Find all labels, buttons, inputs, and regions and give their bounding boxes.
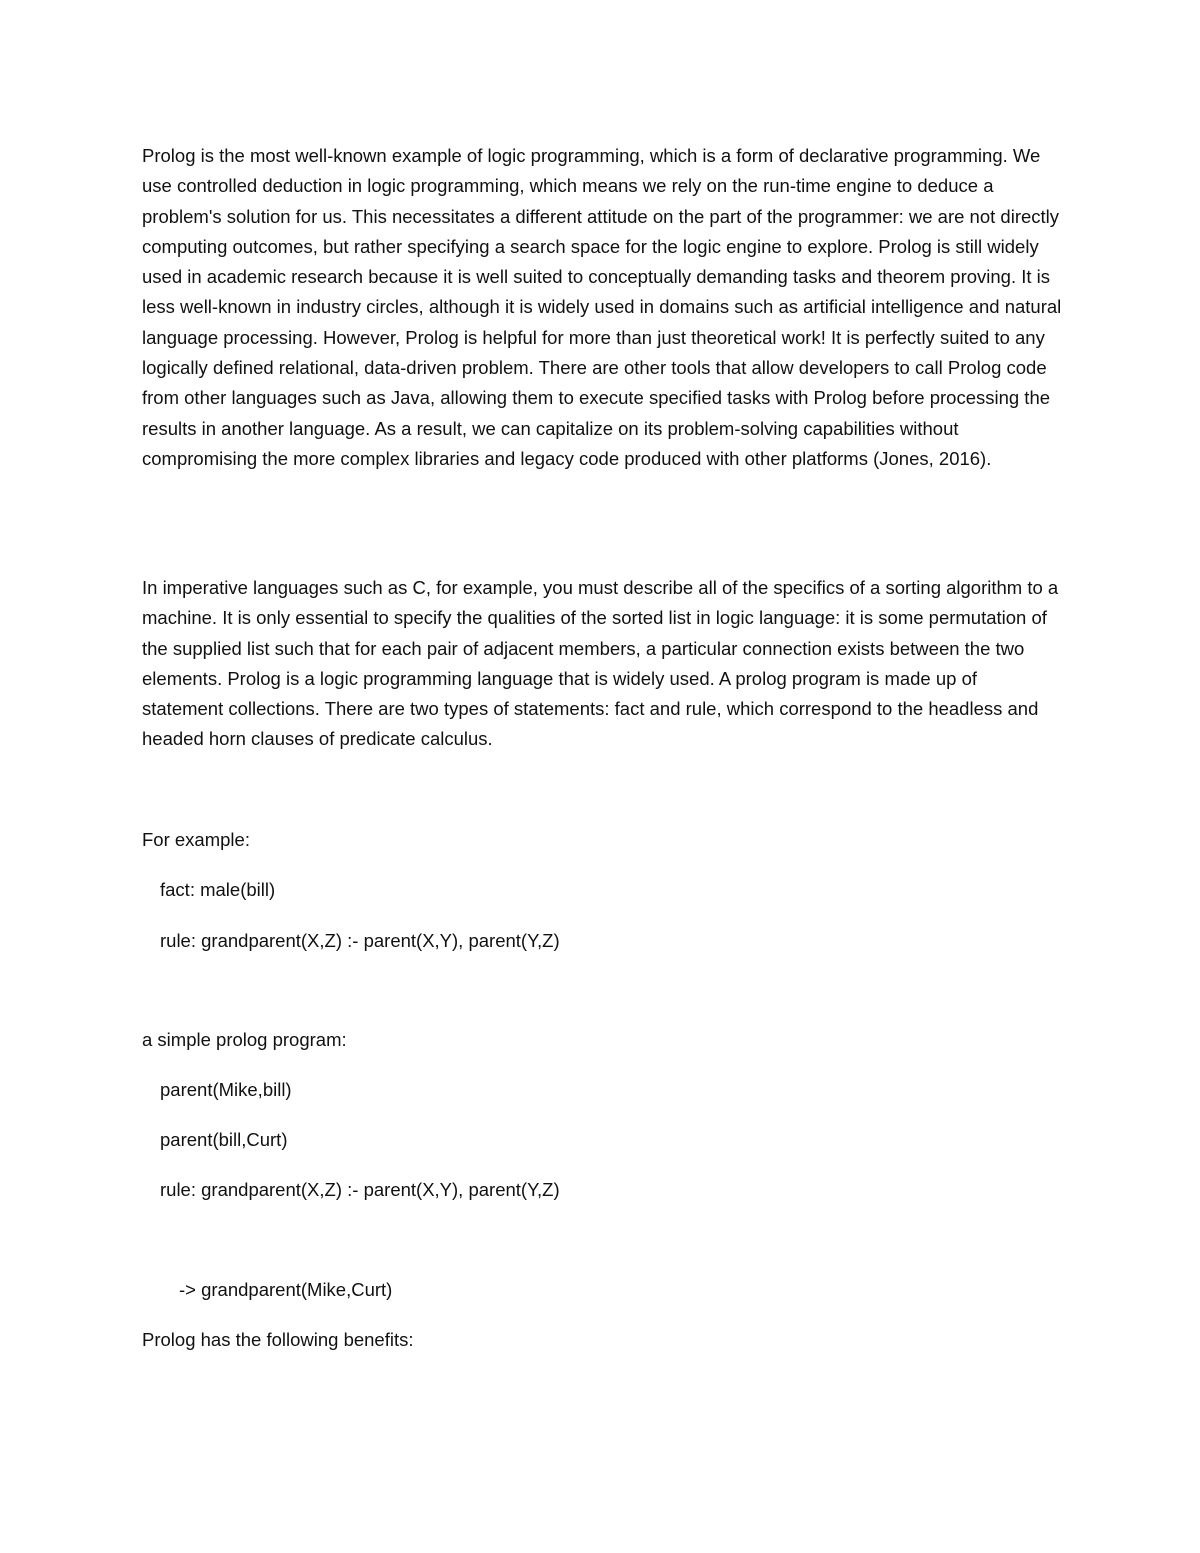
- program-fact-line-2: parent(bill,Curt): [160, 1129, 288, 1150]
- example-rule-line: rule: grandparent(X,Z) :- parent(X,Y), parent(Y,Z): [160, 930, 560, 951]
- example-fact-line: fact: male(bill): [160, 879, 276, 900]
- program-heading: a simple prolog program:: [142, 1029, 347, 1050]
- program-fact-line-1: parent(Mike,bill): [160, 1079, 292, 1100]
- example-heading: For example:: [142, 829, 250, 850]
- paragraph-intro: Prolog is the most well-known example of logic programming, which is a form of declarative programming. We use controlled deduction in logic programming, which means we rely on the run-time engine to deduce a problem's solution for us. This necessitates a different attitude on the part of the programmer: we are not directly computing outcomes, but rather specifying a search space for the logic engine to explore. Prolog is still widely used in academic research because it is well suited to conceptually demanding tasks and theorem proving. It is less well-known in industry circles, although it is widely used in domains such as artificial intelligence and natural language processing. However, Prolog is helpful for more than just theoretical work! It is perfectly suited to any logically defined relational, data-driven problem. There are other tools that allow developers to call Prolog code from other languages such as Java, allowing them to execute specified tasks with Prolog before processing the results in another language. As a result, we can capitalize on its problem-solving capabilities without compromising the more complex libraries and legacy code produced with other platforms (Jones, 2016).: [142, 145, 1062, 469]
- program-result-line: -> grandparent(Mike,Curt): [179, 1279, 393, 1300]
- benefits-heading: Prolog has the following benefits:: [142, 1329, 414, 1350]
- program-rule-line: rule: grandparent(X,Z) :- parent(X,Y), parent(Y,Z): [160, 1179, 560, 1200]
- paragraph-imperative: In imperative languages such as C, for example, you must describe all of the specifics of a sorting algorithm to a machine. It is only essential to specify the qualities of the sorted list in logic language: it is some permutation of the supplied list such that for each pair of adjacent members, a particular connection exists between the two elements. Prolog is a logic programming language that is widely used. A prolog program is made up of statement collections. There are two types of statements: fact and rule, which correspond to the headless and headed horn clauses of predicate calculus.: [142, 577, 1059, 750]
